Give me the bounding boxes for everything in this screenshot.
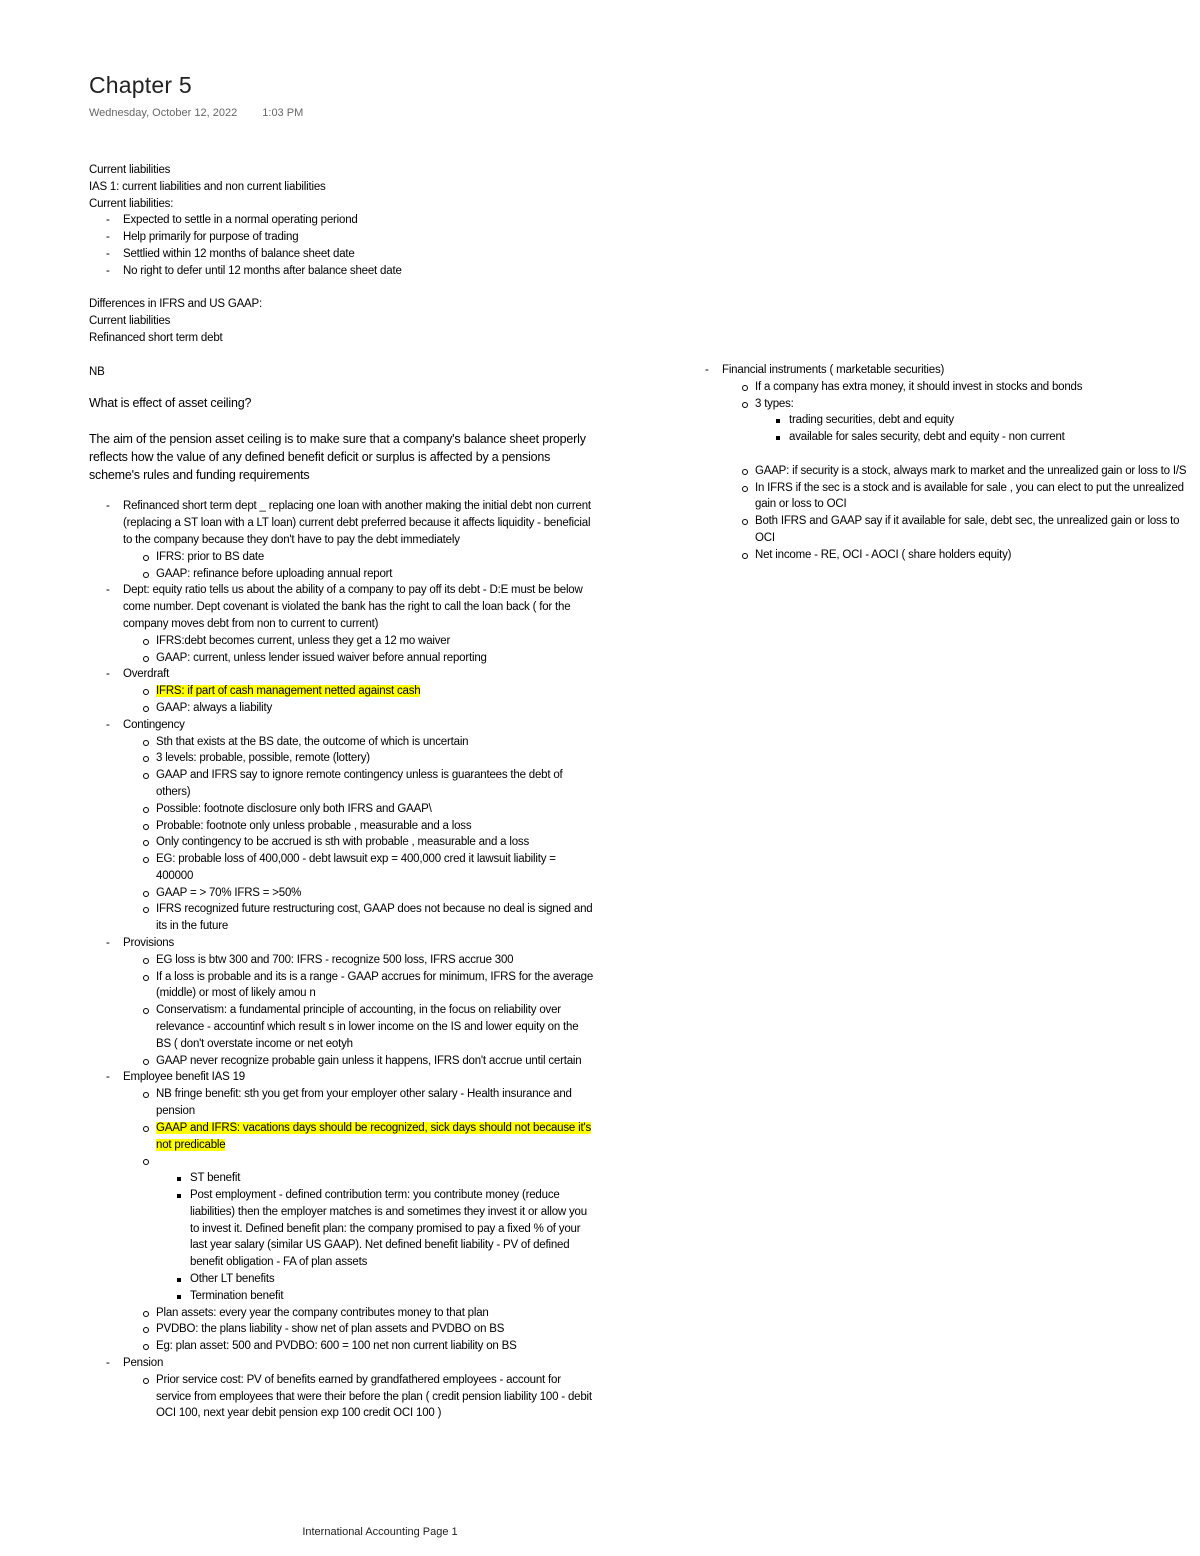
sub-sub-item: trading securities, debt and equity	[688, 412, 1193, 429]
sub-item: IFRS: prior to BS date	[89, 549, 594, 566]
notes-list	[89, 717, 594, 734]
sub-item: NB fringe benefit: sth you get from your employer other salary - Health insurance and pension	[89, 1086, 594, 1120]
sub-item: GAAP: always a liability	[89, 700, 594, 717]
sub-item-highlighted	[89, 683, 594, 700]
text-line: Current liabilities	[89, 164, 171, 176]
highlighted-text: IFRS: if part of cash management netted against cash	[156, 685, 421, 698]
sub-item: In IFRS if the sec is a stock and is available for sale , you can elect to put the unrealized gain or loss to OCI	[688, 480, 1193, 514]
list-item: - Financial instruments ( marketable securities)	[688, 362, 1193, 379]
list-item: - Pension	[89, 1355, 594, 1372]
notes-list	[89, 1355, 594, 1372]
sub-list	[89, 952, 594, 1070]
list-item: - Dept: equity ratio tells us about the ability of a company to pay off its debt - D:E must be below come number. Dept covenant is violated the bank has the right to call the loan back ( for the company moves debt from non to current to current)	[89, 582, 594, 632]
aim-paragraph: The aim of the pension asset ceiling is to make sure that a company's balance sheet properly reflects how the value of any defined benefit deficit or surplus is affected by a pensions scheme's rules and funding requirements	[89, 432, 586, 483]
sub-item: GAAP: current, unless lender issued waiver before annual reporting	[89, 650, 594, 667]
sub-item: EG: probable loss of 400,000 - debt lawsuit exp = 400,000 cred it lawsuit liability = 400000	[89, 851, 594, 885]
sub-sub-list	[89, 1170, 594, 1304]
list-item: - Provisions	[89, 935, 594, 952]
list-item: - Settlied within 12 months of balance sheet date	[89, 246, 594, 263]
sub-item: GAAP never recognize probable gain unless it happens, IFRS don't accrue until certain	[89, 1053, 594, 1070]
current-liabilities-list	[89, 212, 594, 279]
page-footer: International Accounting Page 1	[302, 1526, 458, 1538]
sub-sub-item: ST benefit	[89, 1170, 594, 1187]
text-line: Refinanced short term debt	[89, 331, 223, 344]
sub-item: IFRS recognized future restructuring cost, GAAP does not because no deal is signed and its in the future	[89, 901, 594, 935]
sub-item: GAAP and IFRS say to ignore remote contingency unless is guarantees the debt of others)	[89, 767, 594, 801]
sub-list	[89, 1372, 594, 1422]
notes-list	[688, 362, 1193, 379]
sub-sub-item: Post employment - defined contribution term: you contribute money (reduce liabilities) then the employer matches is and sometimes they invest it or allow you to invest it. Defined benefit plan: the company promised to pay a fixed % of your last year salary (similar US GAAP). Net defined benefit liability - PV of defined benefit obligation - FA of plan assets	[89, 1187, 594, 1271]
sub-item-empty	[89, 1153, 594, 1170]
notes-list	[89, 935, 594, 952]
sub-item: If a company has extra money, it should invest in stocks and bonds	[688, 379, 1193, 396]
sub-list	[688, 379, 1193, 413]
text-line: Current liabilities:	[89, 197, 174, 210]
sub-item: Both IFRS and GAAP say if it available for sale, debt sec, the unrealized gain or loss to OCI	[688, 513, 1193, 547]
sub-item: Only contingency to be accrued is sth with probable , measurable and a loss	[89, 834, 594, 851]
question-text: What is effect of asset ceiling?	[89, 396, 252, 411]
text-line: IAS 1: current liabilities and non current liabilities	[89, 180, 326, 193]
sub-item-highlighted	[89, 1120, 594, 1154]
sub-item: GAAP: refinance before uploading annual report	[89, 566, 594, 583]
list-item: - No right to defer until 12 months after balance sheet date	[89, 263, 594, 280]
sub-list	[89, 734, 594, 936]
sub-item: Possible: footnote disclosure only both IFRS and GAAP\	[89, 801, 594, 818]
text-line: Current liabilities	[89, 315, 171, 328]
highlighted-text: GAAP and IFRS: vacations days should be recognized, sick days should not because it's not predicable	[156, 1121, 592, 1151]
sub-list	[89, 683, 594, 717]
sub-item: IFRS:debt becomes current, unless they get a 12 mo waiver	[89, 633, 594, 650]
page-date: Wednesday, October 12, 2022	[89, 107, 238, 119]
sub-item: 3 types:	[688, 396, 1193, 413]
page-title: Chapter 5	[89, 72, 192, 98]
right-column	[688, 362, 1193, 564]
sub-item: GAAP: if security is a stock, always mark to market and the unrealized gain or loss to I/S	[688, 463, 1193, 480]
list-item: - Overdraft	[89, 666, 594, 683]
sub-item: Net income - RE, OCI - AOCI ( share holders equity)	[688, 547, 1193, 564]
notes-list	[89, 1069, 594, 1086]
sub-item: If a loss is probable and its is a range - GAAP accrues for minimum, IFRS for the average (middle) or most of likely amou n	[89, 969, 594, 1003]
left-column	[89, 162, 594, 1422]
sub-sub-item: available for sales security, debt and equity - non current	[688, 429, 1193, 446]
notes-list	[89, 582, 594, 632]
sub-list	[688, 463, 1193, 564]
sub-sub-item: Termination benefit	[89, 1288, 594, 1305]
sub-item: EG loss is btw 300 and 700: IFRS - recognize 500 loss, IFRS accrue 300	[89, 952, 594, 969]
nb-label: NB	[89, 365, 105, 378]
list-item: - Refinanced short term dept _ replacing one loan with another making the initial debt non current (replacing a ST loan with a LT loan) current debt preferred because it affects liquidity - beneficial to the company because they don't have to pay the debt immediately	[89, 498, 594, 548]
page-time: 1:03 PM	[262, 107, 304, 119]
sub-item: Prior service cost: PV of benefits earned by grandfathered employees - account for service from employees that were their before the plan ( credit pension liability 100 - debit OCI 100, next year debit pension exp 100 credit OCI 100 )	[89, 1372, 594, 1422]
text-line: Differences in IFRS and US GAAP:	[89, 298, 262, 311]
sub-sub-list	[688, 412, 1193, 446]
sub-item: Sth that exists at the BS date, the outcome of which is uncertain	[89, 734, 594, 751]
list-item: - Help primarily for purpose of trading	[89, 229, 594, 246]
sub-list	[89, 1305, 594, 1355]
sub-item: Plan assets: every year the company contributes money to that plan	[89, 1305, 594, 1322]
list-item: - Employee benefit IAS 19	[89, 1069, 594, 1086]
sub-item: 3 levels: probable, possible, remote (lottery)	[89, 750, 594, 767]
sub-item: Probable: footnote only unless probable , measurable and a loss	[89, 818, 594, 835]
sub-list	[89, 1086, 594, 1170]
sub-item: Eg: plan asset: 500 and PVDBO: 600 = 100 net non current liability on BS	[89, 1338, 594, 1355]
sub-sub-item: Other LT benefits	[89, 1271, 594, 1288]
sub-item: Conservatism: a fundamental principle of accounting, in the focus on reliability over relevance - accountinf which result s in lower income on the IS and lower equity on the BS ( don't overstate income or net eotyh	[89, 1002, 594, 1052]
sub-item: GAAP = > 70% IFRS = >50%	[89, 885, 594, 902]
sub-item: PVDBO: the plans liability - show net of plan assets and PVDBO on BS	[89, 1321, 594, 1338]
page-timestamp	[89, 107, 303, 119]
list-item: - Expected to settle in a normal operating periond	[89, 212, 594, 229]
notes-list	[89, 498, 594, 548]
sub-list	[89, 549, 594, 583]
sub-list	[89, 633, 594, 667]
list-item: - Contingency	[89, 717, 594, 734]
notes-list	[89, 666, 594, 683]
